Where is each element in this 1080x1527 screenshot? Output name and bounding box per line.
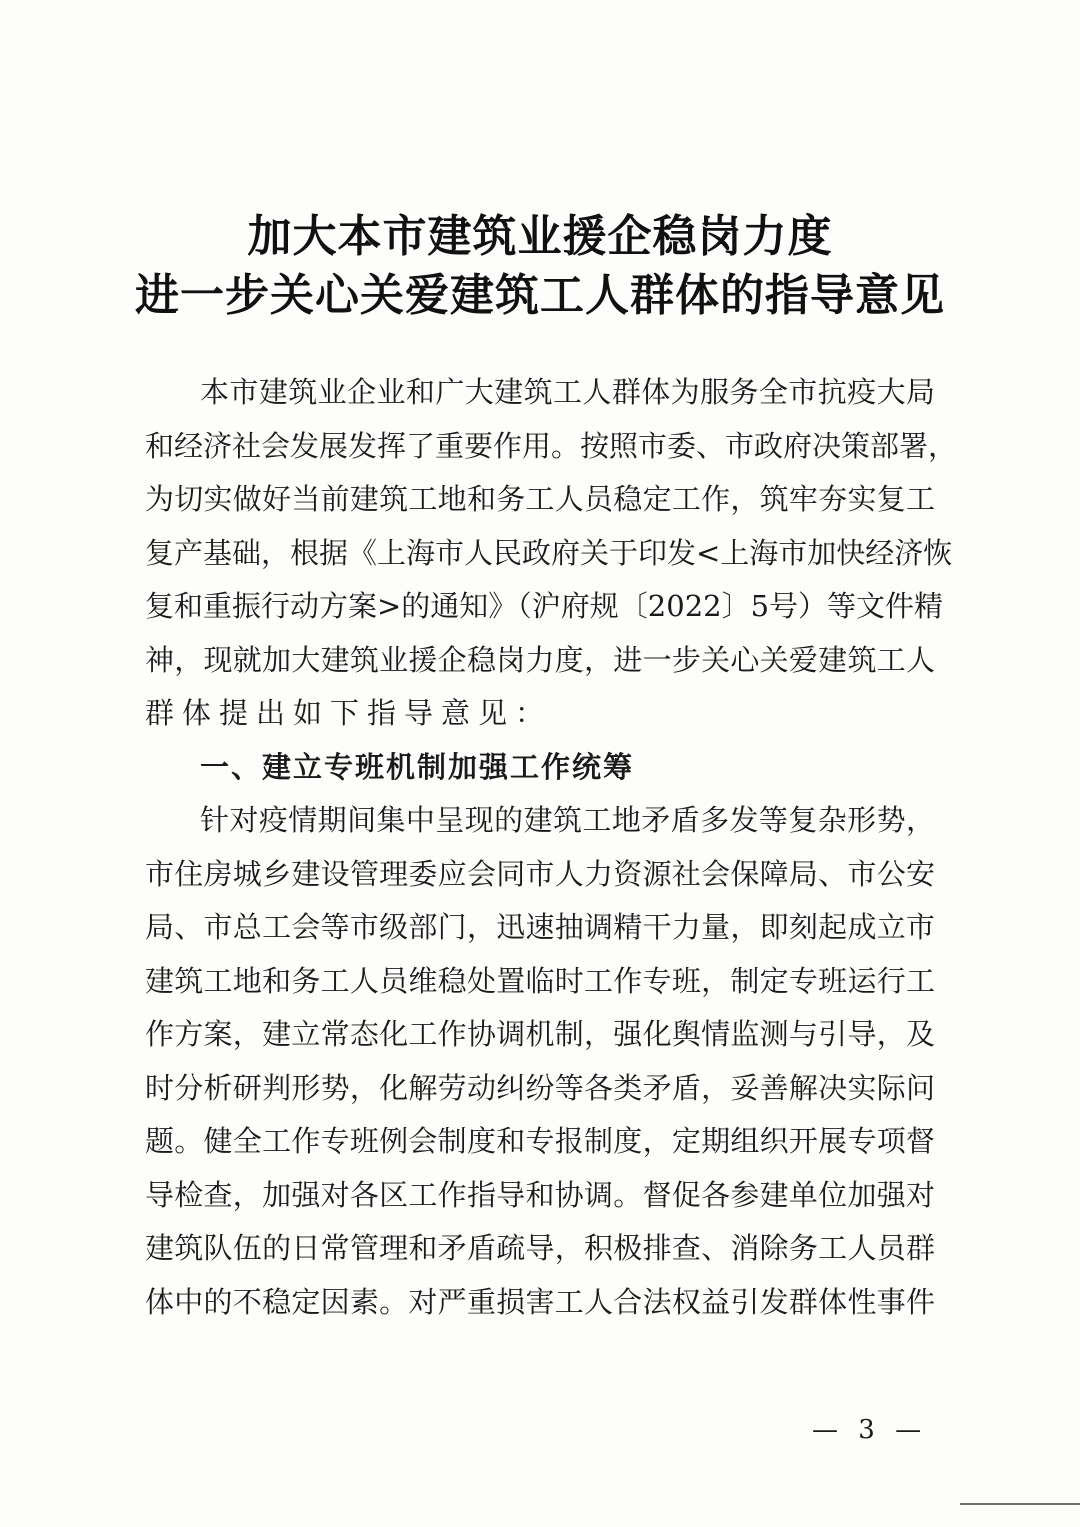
page-number: — 3 — [812, 1415, 928, 1445]
body-line: 神，现就加大建筑业援企稳岗力度，进一步关心关爱建筑工人 [145, 642, 935, 677]
body-line: 题。健全工作专班例会制度和专报制度，定期组织开展专项督 [145, 1124, 935, 1158]
body-line: 局、市总工会等市级部门，迅速抽调精干力量，即刻起成立市 [145, 910, 935, 944]
body-line: 为切实做好当前建筑工地和务工人员稳定工作，筑牢夯实复工 [145, 482, 935, 516]
document-body [145, 366, 958, 1329]
section-heading: 一、建立专班机制加强工作统筹 [200, 749, 635, 784]
body-line: 体中的不稳定因素。对严重损害工人合法权益引发群体性事件 [145, 1284, 935, 1319]
body-line: 建筑工地和务工人员维稳处置临时工作专班，制定专班运行工 [145, 963, 935, 998]
body-line: 市住房城乡建设管理委应会同市人力资源社会保障局、市公安 [145, 856, 935, 891]
body-line: 复和重振行动方案>的通知》（沪府规〔2022〕5号）等文件精 [145, 589, 944, 623]
document-title-line-1: 加大本市建筑业援企稳岗力度 [247, 211, 833, 262]
body-line: 建筑队伍的日常管理和矛盾疏导，积极排查、消除务工人员群 [145, 1231, 935, 1265]
scan-edge-line [960, 1503, 1080, 1505]
body-line: 导检查，加强对各区工作指导和协调。督促各参建单位加强对 [145, 1177, 935, 1212]
body-line: 和经济社会发展发挥了重要作用。按照市委、市政府决策部署， [145, 428, 958, 463]
body-line: 本市建筑业企业和广大建筑工人群体为服务全市抗疫大局 [200, 375, 935, 409]
document-title-line-2: 进一步关心关爱建筑工人群体的指导意见 [135, 270, 945, 321]
body-line: 作方案，建立常态化工作协调机制，强化舆情监测与引导，及 [145, 1017, 935, 1051]
body-line: 时分析研判形势，化解劳动纠纷等各类矛盾，妥善解决实际问 [145, 1070, 935, 1105]
body-line: 针对疫情期间集中呈现的建筑工地矛盾多发等复杂形势， [200, 803, 935, 837]
body-line: 复产基础，根据《上海市人民政府关于印发<上海市加快经济恢 [145, 535, 953, 570]
body-line: 群体提出如下指导意见： [145, 696, 553, 730]
